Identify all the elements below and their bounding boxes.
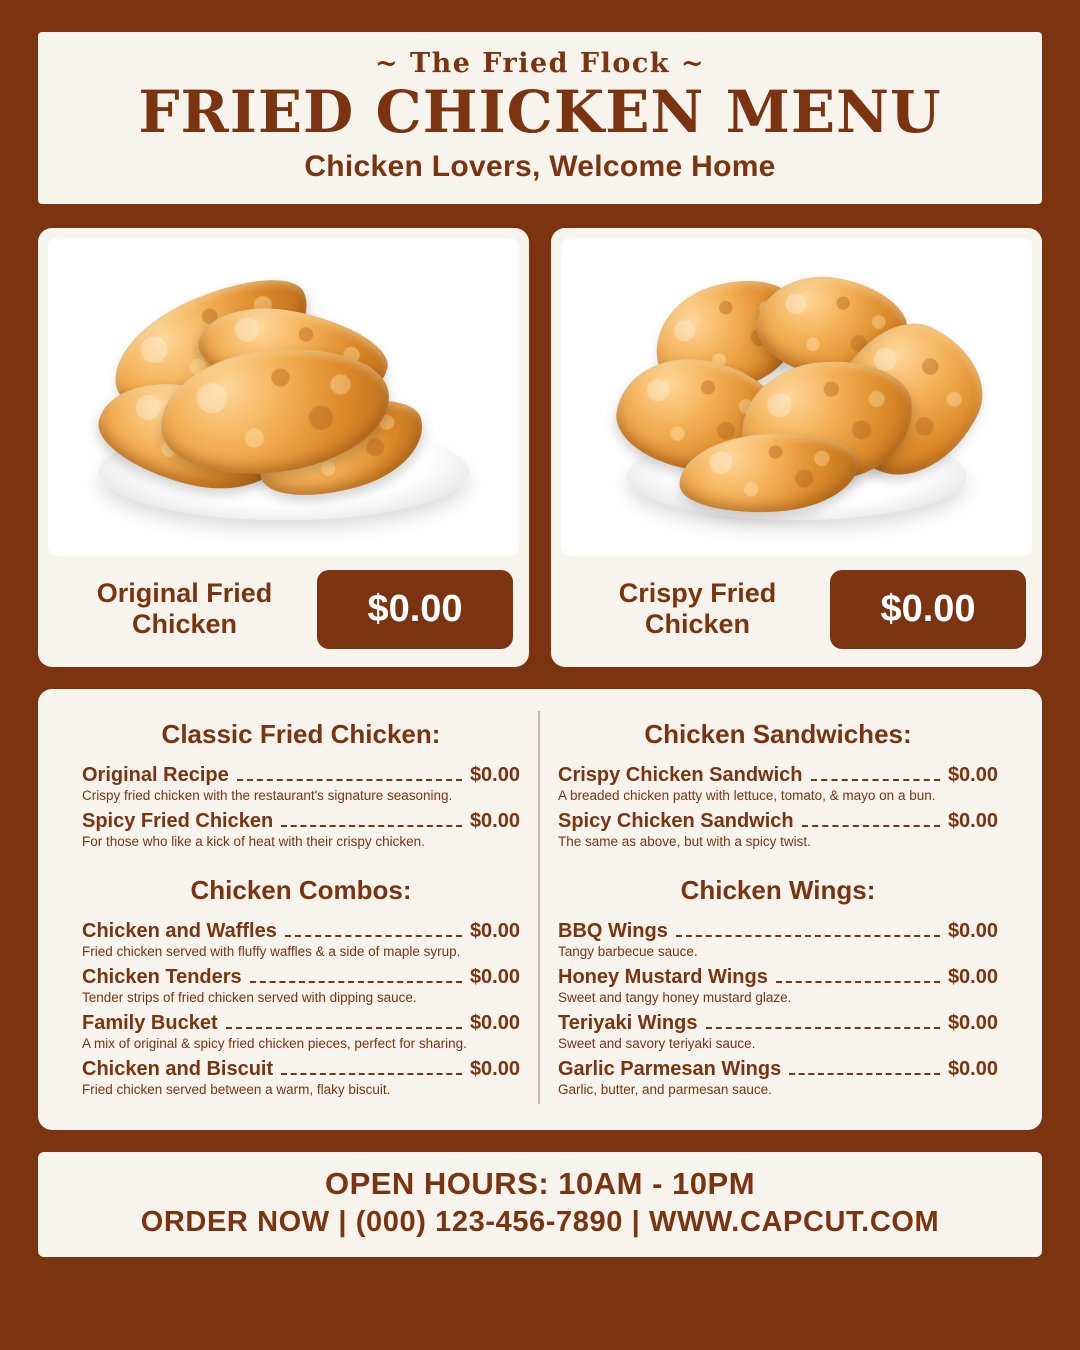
menu-column-right: [540, 711, 1016, 1104]
menu-item-description: Fried chicken served with fluffy waffles & a side of maple syrup.: [82, 943, 461, 959]
menu-item-price: $0.00: [947, 809, 998, 832]
featured-item-price: $0.00: [830, 570, 1026, 649]
menu-item-price: $0.00: [469, 1057, 520, 1080]
crispy-fried-chicken-photo: [561, 238, 1032, 556]
menu-item-description: Fried chicken served between a warm, flaky biscuit.: [82, 1081, 391, 1097]
menu-item-name: Chicken Tenders: [82, 965, 242, 988]
menu-item-description: Garlic, butter, and parmesan sauce.: [558, 1081, 772, 1097]
menu-item-price: $0.00: [469, 1011, 520, 1034]
menu-column-left: [64, 711, 540, 1104]
menu-item-name: Spicy Fried Chicken: [82, 809, 274, 832]
menu-item-name: Chicken and Waffles: [82, 919, 277, 942]
featured-card-original[interactable]: [38, 228, 529, 667]
section-chicken-wings: [558, 875, 998, 1097]
leader-dots: [237, 778, 462, 781]
leader-dots: [811, 778, 940, 781]
leader-dots: [676, 934, 940, 937]
menu-item-name: BBQ Wings: [558, 919, 668, 942]
menu-item-price: $0.00: [469, 763, 520, 786]
menu-item: [558, 920, 998, 959]
menu-item-name: Honey Mustard Wings: [558, 965, 768, 988]
section-title: Chicken Sandwiches:: [644, 718, 912, 749]
menu-item: [82, 920, 520, 959]
menu-item-price: $0.00: [947, 965, 998, 988]
menu-item-price: $0.00: [469, 965, 520, 988]
brand-eyebrow: ~ The Fried Flock ~: [374, 48, 706, 79]
featured-card-crispy[interactable]: [551, 228, 1042, 667]
featured-item-name: Crispy Fried Chicken: [618, 578, 777, 640]
menu-item: [82, 1058, 520, 1097]
menu-item-price: $0.00: [947, 1057, 998, 1080]
menu-sections: [38, 689, 1042, 1130]
original-fried-chicken-photo: [48, 238, 519, 556]
leader-dots: [281, 1072, 462, 1075]
section-classic-fried-chicken: [82, 719, 520, 849]
menu-item: [558, 764, 998, 803]
menu-item-description: For those who like a kick of heat with their crispy chicken.: [82, 833, 425, 849]
leader-dots: [226, 1026, 462, 1029]
menu-item-name: Chicken and Biscuit: [82, 1057, 274, 1080]
menu-item-name: Original Recipe: [82, 763, 229, 786]
menu-item-price: $0.00: [469, 919, 520, 942]
open-hours: OPEN HOURS: 10AM - 10PM: [324, 1165, 756, 1201]
featured-card-footer: [48, 556, 519, 657]
featured-items: [38, 228, 1042, 667]
poster-header: [38, 32, 1042, 204]
section-title: Classic Fried Chicken:: [161, 718, 441, 749]
menu-item-price: $0.00: [947, 1011, 998, 1034]
menu-item: [558, 810, 998, 849]
section-chicken-sandwiches: [558, 719, 998, 849]
menu-item-name: Spicy Chicken Sandwich: [558, 809, 794, 832]
menu-item-description: Tender strips of fried chicken served with dipping sauce.: [82, 989, 417, 1005]
menu-item-price: $0.00: [947, 763, 998, 786]
menu-item-description: Crispy fried chicken with the restaurant's signature seasoning.: [82, 787, 453, 803]
leader-dots: [706, 1026, 940, 1029]
leader-dots: [250, 980, 462, 983]
leader-dots: [789, 1072, 940, 1075]
featured-item-price: $0.00: [317, 570, 513, 649]
leader-dots: [802, 824, 940, 827]
leader-dots: [281, 824, 462, 827]
section-title: Chicken Combos:: [190, 874, 412, 905]
menu-item-description: Sweet and tangy honey mustard glaze.: [558, 989, 792, 1005]
page-title: FRIED CHICKEN MENU: [138, 78, 942, 146]
menu-item-description: Sweet and savory teriyaki sauce.: [558, 1035, 756, 1051]
order-contact[interactable]: ORDER NOW | (000) 123-456-7890 | WWW.CAPCUT.COM: [140, 1205, 940, 1238]
leader-dots: [285, 934, 462, 937]
menu-item-name: Family Bucket: [82, 1011, 218, 1034]
leader-dots: [776, 980, 940, 983]
menu-item-description: A breaded chicken patty with lettuce, tomato, & mayo on a bun.: [558, 787, 936, 803]
poster-footer: [38, 1152, 1042, 1257]
menu-item-name: Crispy Chicken Sandwich: [558, 763, 803, 786]
menu-item-description: A mix of original & spicy fried chicken pieces, perfect for sharing.: [82, 1035, 467, 1051]
featured-card-footer: [561, 556, 1032, 657]
menu-item-description: Tangy barbecue sauce.: [558, 943, 698, 959]
section-chicken-combos: [82, 875, 520, 1097]
menu-item: [558, 966, 998, 1005]
menu-item-price: $0.00: [947, 919, 998, 942]
menu-item: [82, 810, 520, 849]
menu-item-name: Garlic Parmesan Wings: [558, 1057, 782, 1080]
menu-item: [82, 764, 520, 803]
menu-item: [558, 1058, 998, 1097]
menu-item: [82, 966, 520, 1005]
page-subtitle: Chicken Lovers, Welcome Home: [304, 149, 776, 183]
menu-item-name: Teriyaki Wings: [558, 1011, 698, 1034]
menu-item: [558, 1012, 998, 1051]
menu-item-price: $0.00: [469, 809, 520, 832]
menu-item-description: The same as above, but with a spicy twist.: [558, 833, 811, 849]
menu-item: [82, 1012, 520, 1051]
section-title: Chicken Wings:: [680, 874, 876, 905]
featured-item-name: Original Fried Chicken: [96, 578, 273, 640]
